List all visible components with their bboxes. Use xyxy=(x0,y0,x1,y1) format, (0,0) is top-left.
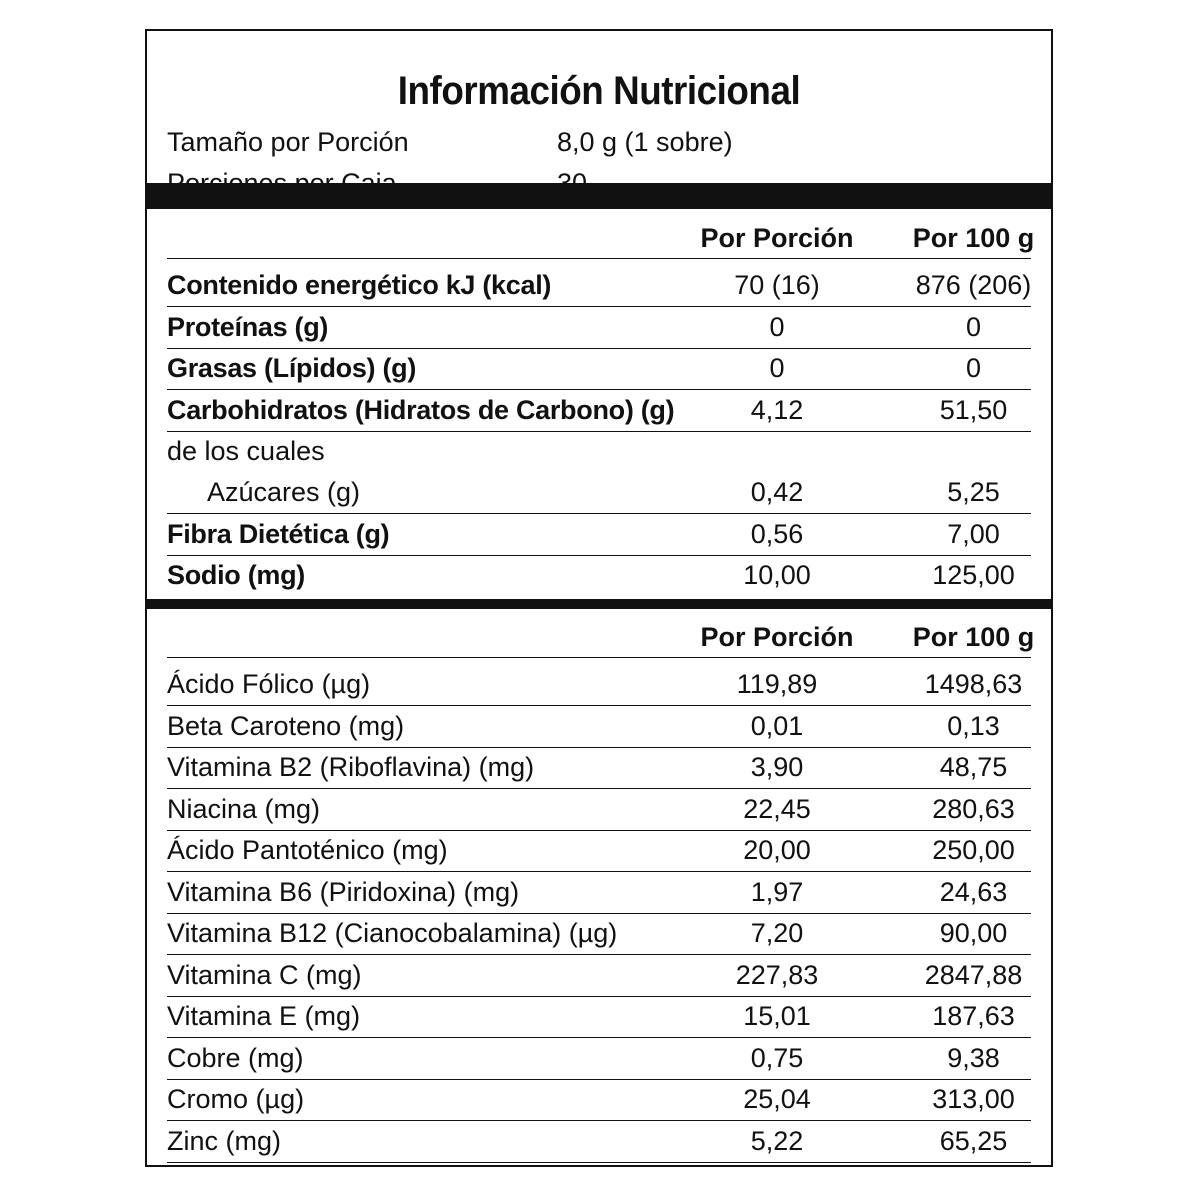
header-per-100g: Por 100 g xyxy=(912,622,1035,652)
nutrient-name: Niacina (mg) xyxy=(167,794,321,824)
nutrient-per-serving: 4,12 xyxy=(750,395,804,425)
nutrient-per-serving: 7,20 xyxy=(750,918,804,948)
nutrient-row xyxy=(167,1121,1021,1161)
nutrient-name: Vitamina B12 (Cianocobalamina) (µg) xyxy=(167,918,618,948)
nutrient-per-100g: 2847,88 xyxy=(924,960,1023,990)
nutrient-per-100g: 7,00 xyxy=(947,519,1000,549)
nutrient-name: Vitamina E (mg) xyxy=(167,1001,361,1031)
nutrient-name: de los cuales xyxy=(167,436,325,466)
nutrient-row xyxy=(167,830,1021,870)
thick-divider xyxy=(147,183,1051,209)
nutrient-per-100g: 280,63 xyxy=(932,794,1015,824)
nutrient-per-100g: 65,25 xyxy=(939,1126,1008,1156)
nutrient-per-100g: 24,63 xyxy=(939,877,1008,907)
nutrient-row xyxy=(167,514,1021,554)
nutrient-per-100g: 125,00 xyxy=(932,560,1015,590)
nutrient-row xyxy=(167,996,1021,1036)
nutrient-row xyxy=(167,706,1021,746)
nutrient-per-serving: 0,42 xyxy=(750,477,804,507)
nutrient-per-serving: 0,01 xyxy=(750,711,804,741)
nutrient-per-serving: 0,75 xyxy=(750,1043,804,1073)
nutrient-per-serving: 0 xyxy=(769,312,785,342)
divider xyxy=(167,657,1031,658)
nutrient-per-serving: 5,22 xyxy=(750,1126,804,1156)
nutrient-row xyxy=(167,789,1021,829)
serving-size-label: Tamaño por Porción xyxy=(167,127,409,157)
nutrient-per-serving: 1,97 xyxy=(750,877,804,907)
header-per-serving: Por Porción xyxy=(700,223,854,253)
nutrient-per-100g: 250,00 xyxy=(932,835,1015,865)
nutrient-name: Ácido Pantoténico (mg) xyxy=(167,835,448,865)
panel-title: Información Nutricional xyxy=(397,69,801,113)
nutrient-per-serving: 70 (16) xyxy=(734,270,820,300)
nutrient-name: Grasas (Lípidos) (g) xyxy=(167,353,417,383)
nutrient-name: Fibra Dietética (g) xyxy=(167,519,390,549)
nutrient-per-100g: 0 xyxy=(965,353,982,383)
nutrient-name: Cobre (mg) xyxy=(167,1043,304,1073)
nutrient-name: Azúcares (g) xyxy=(207,477,361,507)
nutrient-per-serving: 0,56 xyxy=(750,519,804,549)
nutrient-per-serving: 20,00 xyxy=(743,835,811,865)
nutrient-row xyxy=(167,307,1021,347)
nutrient-row xyxy=(167,1038,1021,1078)
nutrient-row xyxy=(167,390,1021,430)
nutrient-per-100g: 876 (206) xyxy=(915,270,1032,300)
nutrient-per-serving: 3,90 xyxy=(750,752,804,782)
nutrient-row xyxy=(167,472,1021,512)
nutrient-per-serving: 119,89 xyxy=(736,669,818,699)
nutrient-name: Proteínas (g) xyxy=(167,312,329,342)
serving-size-value: 8,0 g (1 sobre) xyxy=(557,127,733,157)
macros-column-header xyxy=(167,218,1035,258)
micros-column-header xyxy=(167,617,1035,657)
nutrient-name: Cromo (µg) xyxy=(167,1084,305,1114)
nutrition-facts-panel xyxy=(145,29,1053,1167)
nutrient-per-100g: 0,13 xyxy=(947,711,1000,741)
nutrient-per-100g: 90,00 xyxy=(939,918,1008,948)
nutrient-row xyxy=(167,348,1021,388)
nutrient-name: Ácido Fólico (µg) xyxy=(167,669,371,699)
nutrient-per-100g: 51,50 xyxy=(939,395,1008,425)
nutrient-name: Beta Caroteno (mg) xyxy=(167,711,405,741)
nutrient-per-100g: 48,75 xyxy=(939,752,1008,782)
nutrient-per-100g: 313,00 xyxy=(932,1084,1015,1114)
nutrient-row xyxy=(167,265,1032,305)
nutrient-per-100g: 5,25 xyxy=(947,477,1000,507)
nutrient-name: Carbohidratos (Hidratos de Carbono) (g) xyxy=(167,395,675,425)
nutrient-per-serving: 10,00 xyxy=(743,560,811,590)
nutrient-row xyxy=(167,872,1021,912)
nutrient-row xyxy=(167,555,1021,595)
nutrient-per-100g: 9,38 xyxy=(947,1043,1000,1073)
nutrient-per-serving: 227,83 xyxy=(735,960,819,990)
nutrient-per-serving: 0 xyxy=(769,353,785,383)
nutrient-per-serving: 22,45 xyxy=(743,794,811,824)
nutrient-name: Vitamina B6 (Piridoxina) (mg) xyxy=(167,877,520,907)
nutrient-name: Zinc (mg) xyxy=(167,1126,281,1156)
nutrient-row xyxy=(167,431,1021,471)
nutrient-name: Sodio (mg) xyxy=(167,560,305,590)
nutrient-per-100g: 0 xyxy=(965,312,982,342)
nutrient-per-100g: 1498,63 xyxy=(924,669,1023,699)
nutrient-row xyxy=(167,747,1021,787)
nutrient-row xyxy=(167,955,1021,995)
nutrient-name: Contenido energético kJ (kcal) xyxy=(167,270,552,300)
nutrient-row xyxy=(167,913,1021,953)
divider xyxy=(167,258,1031,259)
nutrient-row xyxy=(167,1079,1021,1119)
nutrient-row xyxy=(167,664,1021,704)
nutrient-per-100g: 187,63 xyxy=(932,1001,1015,1031)
divider xyxy=(167,1162,1031,1163)
header-per-serving: Por Porción xyxy=(700,622,854,652)
nutrient-name: Vitamina C (mg) xyxy=(167,960,362,990)
nutrient-name: Vitamina B2 (Riboflavina) (mg) xyxy=(167,752,535,782)
header-per-100g: Por 100 g xyxy=(912,223,1035,253)
nutrient-per-serving: 25,04 xyxy=(743,1084,811,1114)
thick-divider xyxy=(147,599,1051,609)
nutrient-per-serving: 15,01 xyxy=(743,1001,811,1031)
